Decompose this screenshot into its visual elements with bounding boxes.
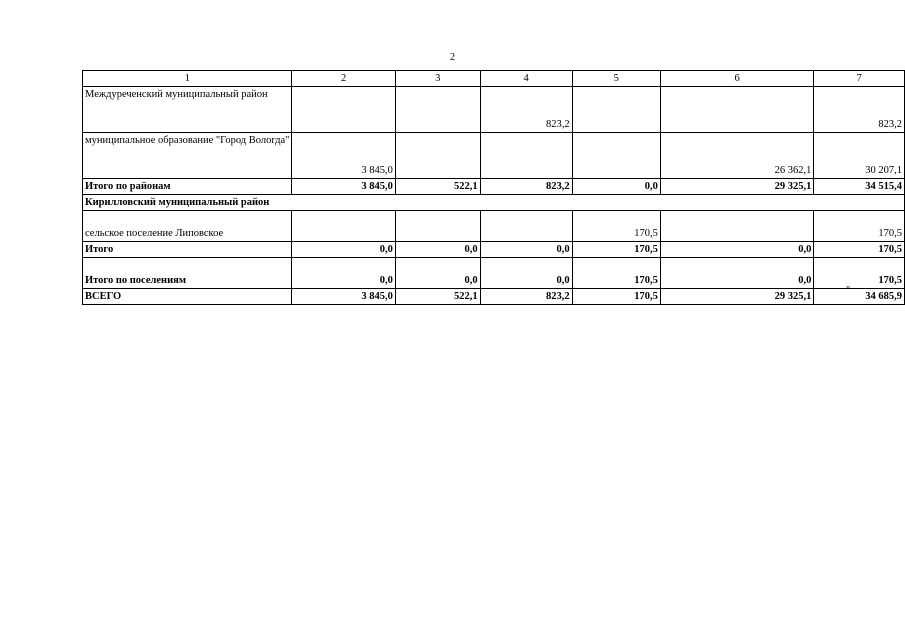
table-cell (395, 211, 480, 242)
row-label: муниципальное образование "Город Вологда" (83, 133, 292, 179)
table-cell (572, 87, 660, 133)
table-cell: 823,2 (480, 289, 572, 305)
table-cell: 34 515,4 (814, 179, 905, 195)
table-cell: 823,2 (480, 179, 572, 195)
table-cell: 170,5 (572, 258, 660, 289)
table-row (83, 133, 905, 179)
table-cell: 522,1 (395, 179, 480, 195)
table-cell: 0,0 (660, 242, 814, 258)
table-cell: 30 207,1 (814, 133, 905, 179)
table-cell: 823,2 (480, 87, 572, 133)
table-row (83, 258, 905, 289)
table-cell: 0,0 (395, 258, 480, 289)
table-header-row (83, 71, 905, 87)
table-cell (480, 133, 572, 179)
table-cell: 170,5 (814, 258, 905, 289)
column-header: 7 (814, 71, 905, 87)
row-label: Междуреченский муниципальный район (83, 87, 292, 133)
table-cell: 0,0 (480, 242, 572, 258)
table-cell: 0,0 (292, 258, 396, 289)
table-row (83, 289, 905, 305)
table-cell: 3 845,0 (292, 133, 396, 179)
table-cell: 26 362,1 (660, 133, 814, 179)
table-cell: 3 845,0 (292, 289, 396, 305)
table-cell: 522,1 (395, 289, 480, 305)
column-header: 6 (660, 71, 814, 87)
column-header: 3 (395, 71, 480, 87)
data-table (82, 70, 905, 305)
table-cell (395, 133, 480, 179)
table-cell: 170,5 (814, 242, 905, 258)
table-cell: 823,2 (814, 87, 905, 133)
column-header: 2 (292, 71, 396, 87)
row-label: сельское поселение Липовское (83, 211, 292, 242)
row-label: Итого по поселениям (83, 258, 292, 289)
table-cell (480, 211, 572, 242)
column-header: 1 (83, 71, 292, 87)
table-cell: 0,0 (292, 242, 396, 258)
table-cell: 170,5 (572, 211, 660, 242)
table-cell: 34 685,9 (814, 289, 905, 305)
row-label: Итого по районам (83, 179, 292, 195)
column-header: 4 (480, 71, 572, 87)
table-cell: 3 845,0 (292, 179, 396, 195)
table-cell: 170,5 (572, 289, 660, 305)
column-header: 5 (572, 71, 660, 87)
table-cell: 0,0 (480, 258, 572, 289)
table-cell (292, 211, 396, 242)
table-row (83, 179, 905, 195)
closing-quote-mark: " (846, 285, 851, 296)
table-cell (660, 211, 814, 242)
table-cell: 29 325,1 (660, 289, 814, 305)
page-number: 2 (450, 52, 455, 63)
row-label: Итого (83, 242, 292, 258)
table-cell: 0,0 (660, 258, 814, 289)
table-cell: 0,0 (572, 179, 660, 195)
table-cell: 170,5 (572, 242, 660, 258)
table-cell (292, 87, 396, 133)
section-row (83, 195, 905, 211)
table-row (83, 87, 905, 133)
table-cell (660, 87, 814, 133)
table-cell (395, 87, 480, 133)
row-label: ВСЕГО (83, 289, 292, 305)
table-row (83, 211, 905, 242)
table-cell: 170,5 (814, 211, 905, 242)
table-cell: 29 325,1 (660, 179, 814, 195)
section-heading: Кирилловский муниципальный район (83, 195, 905, 211)
table-cell (572, 133, 660, 179)
table-row (83, 242, 905, 258)
table-cell: 0,0 (395, 242, 480, 258)
